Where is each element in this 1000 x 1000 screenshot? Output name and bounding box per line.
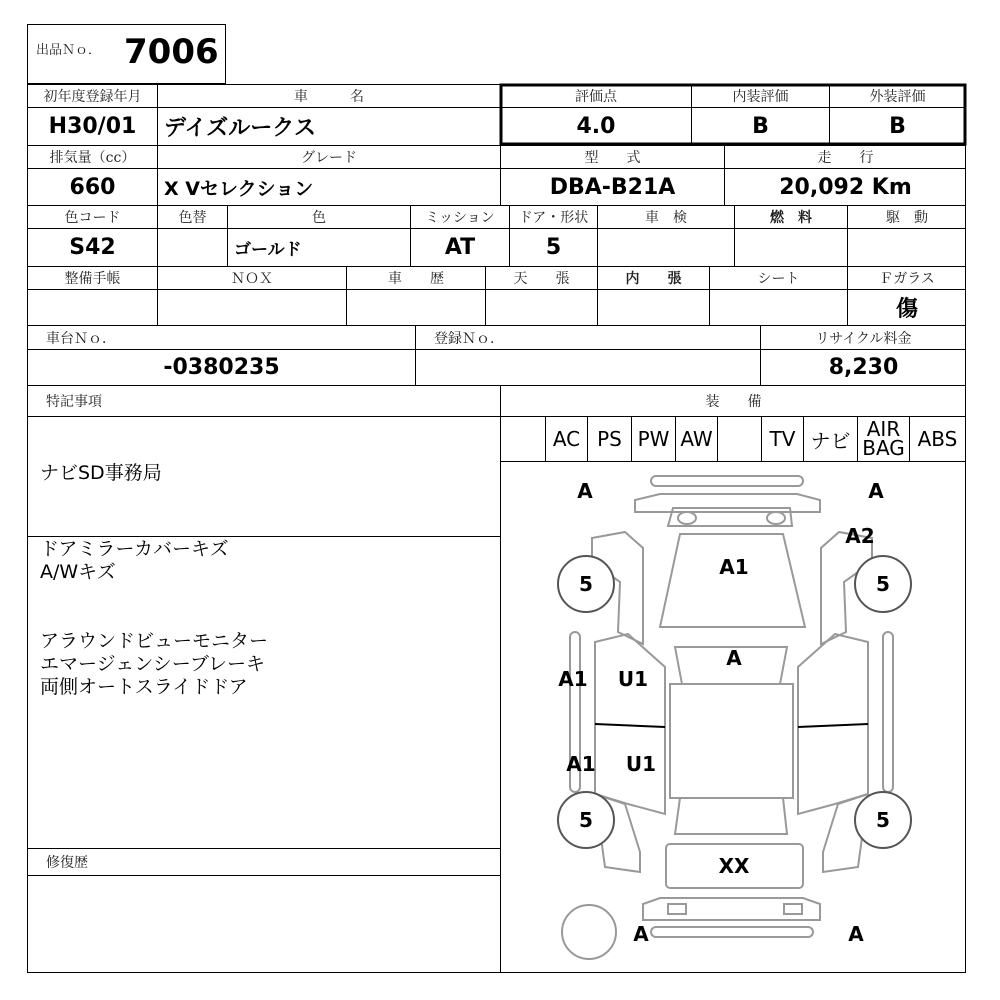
mark-front-left: A [577, 479, 593, 503]
front-bumper [635, 494, 820, 512]
note-damage: ドアミラーカバーキズ A/Wキズ [40, 538, 229, 583]
chassis-value: -0380235 [163, 355, 280, 380]
mark-tire-front-left: 5 [579, 572, 593, 596]
equipment-aw: AW [680, 427, 713, 451]
grade-value: X Vセレクション [164, 177, 314, 200]
transmission-value: AT [444, 235, 476, 260]
interior-trim-label: 内 張 [625, 271, 682, 287]
mark-front-door-left: A1 [558, 667, 588, 691]
repaint-label: 色替 [178, 210, 207, 226]
equipment-slot-blank [501, 417, 545, 461]
color-label: 色 [312, 210, 326, 226]
front-glass-value: 傷 [895, 296, 918, 322]
model-label: 型 式 [584, 150, 641, 166]
exterior-label: 外装評価 [869, 89, 926, 105]
doors-label: ドア・形状 [518, 210, 589, 226]
equipment-ac: AC [552, 427, 581, 451]
equipment-label: 装 備 [705, 394, 762, 410]
equipment-abs: ABS [917, 427, 958, 451]
reg-no-label: 登録Ｎｏ． [434, 330, 504, 347]
score-value: 4.0 [576, 114, 616, 139]
lot-number: 7006 [124, 32, 219, 72]
equipment-tv: TV [769, 427, 796, 451]
model-value: DBA-B21A [549, 174, 676, 200]
seat-label: シート [757, 271, 800, 287]
repair-history-label: 修復歴 [46, 855, 88, 871]
lot-label: 出品Ｎｏ． [36, 42, 102, 58]
rear-bumper [643, 898, 820, 920]
mark-front-right: A [868, 479, 884, 503]
car-name-label: 車 名 [294, 89, 364, 105]
score-label: 評価点 [575, 89, 617, 105]
equipment-ps: PS [597, 427, 622, 451]
first-reg-label: 初年度登録年月 [43, 89, 142, 105]
mark-rear-left: A [633, 922, 649, 946]
mark-rear: XX [718, 854, 750, 878]
history-label: 車 歴 [388, 271, 444, 287]
mark-rear-right: A [848, 922, 864, 946]
mark-rear-door-inner: U1 [625, 752, 657, 776]
mileage-value: 20,092 Km [779, 174, 912, 200]
repaint-value [158, 229, 227, 266]
mark-tire-front-right: 5 [876, 572, 890, 596]
grade-label: グレード [301, 150, 357, 166]
rear-window [675, 798, 787, 834]
displacement-value: 660 [69, 174, 116, 200]
mark-right-pillar: A2 [845, 524, 875, 548]
color-code-label: 色コード [64, 210, 121, 226]
equipment-navi: ナビ [810, 428, 851, 453]
displacement-label: 排気量（cc） [49, 150, 136, 166]
spare-tire [562, 905, 616, 959]
hood [660, 534, 805, 627]
note-navi: ナビSD事務局 [40, 462, 162, 484]
doors-value: 5 [545, 235, 562, 260]
chassis-label: 車台Ｎｏ． [46, 330, 116, 347]
drive-label: 駆 動 [886, 210, 928, 226]
reg-no-value [416, 350, 760, 385]
mark-tire-rear-right: 5 [876, 808, 890, 832]
interior-value: B [752, 114, 769, 139]
color-value: ゴールド [234, 240, 302, 260]
roof [670, 684, 793, 798]
nox-label: ＮＯＸ [231, 271, 273, 287]
first-reg-value: H30/01 [48, 114, 137, 139]
equipment-pw: PW [637, 427, 670, 451]
inspection-label: 車 検 [645, 210, 687, 226]
mark-front-door-inner: U1 [617, 667, 649, 691]
car-name-value: デイズルークス [164, 116, 317, 141]
recycle-label: リサイクル料金 [815, 330, 912, 347]
mark-roof: A [726, 646, 742, 670]
inspection-value [598, 229, 734, 266]
front-bumper-top [651, 476, 803, 486]
drive-value [848, 229, 966, 266]
maintenance-label: 整備手帳 [64, 271, 121, 287]
mileage-label: 走 行 [817, 150, 874, 166]
roof-lining-label: 天 張 [513, 271, 570, 287]
exterior-value: B [889, 114, 906, 139]
mark-tire-rear-left: 5 [579, 808, 593, 832]
fuel-label: 燃 料 [770, 210, 812, 226]
recycle-value: 8,230 [828, 355, 899, 380]
color-code-value: S42 [69, 235, 116, 260]
interior-label: 内装評価 [732, 89, 789, 105]
note-equipment: アラウンドビューモニター エマージェンシーブレーキ 両側オートスライドドア [40, 630, 269, 698]
car-damage-diagram [500, 462, 966, 972]
equipment-slot-blank-2 [718, 417, 761, 461]
mark-hood: A1 [719, 555, 749, 579]
transmission-label: ミッション [425, 210, 495, 226]
equipment-airbag: AIR BAG [862, 417, 905, 460]
notes-label: 特記事項 [46, 394, 102, 410]
mark-rear-door-left: A1 [566, 752, 596, 776]
front-glass-label: Ｆガラス [879, 271, 935, 287]
fuel-value [735, 229, 847, 266]
